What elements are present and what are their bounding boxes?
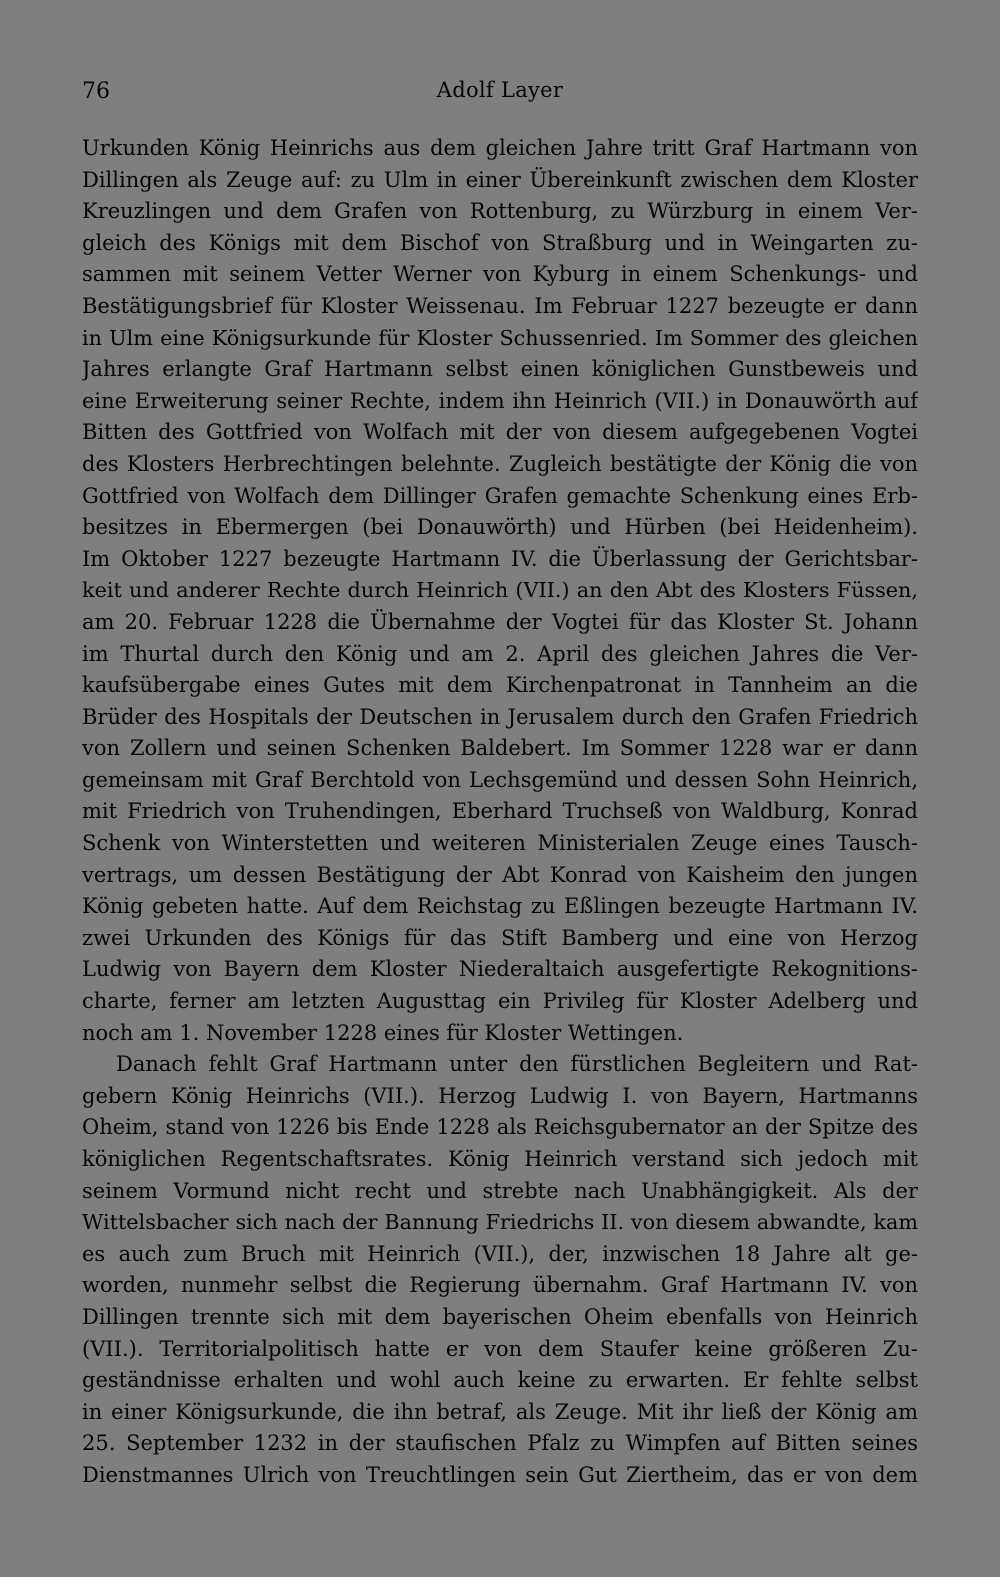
text-line: Schenk von Winterstetten und weiteren Ministerialen Zeuge eines Tausch- — [82, 831, 918, 856]
text-line: am 20. Februar 1228 die Übernahme der Vogtei für das Kloster St. Johann — [82, 609, 918, 634]
text-line: (VII.). Territorialpolitisch hatte er von dem Staufer keine größeren Zu- — [82, 1336, 918, 1361]
text-line: Oheim, stand von 1226 bis Ende 1228 als Reichsgubernator an der Spitze des — [82, 1115, 918, 1140]
text-line: Ludwig von Bayern dem Kloster Niederaltaich ausgefertigte Rekognitions- — [82, 957, 918, 982]
text-line: König gebeten hatte. Auf dem Reichstag zu Eßlingen bezeugte Hartmann IV. — [82, 894, 918, 919]
text-line: Bestätigungsbrief für Kloster Weissenau. Im Februar 1227 bezeugte er dann — [82, 293, 918, 318]
text-line: gleich des Königs mit dem Bischof von Straßburg und in Weingarten zu- — [82, 230, 918, 255]
text-line: kaufsübergabe eines Gutes mit dem Kirchenpatronat in Tannheim an die — [82, 673, 918, 698]
text-line: 25. September 1232 in der staufischen Pfalz zu Wimpfen auf Bitten seines — [82, 1431, 918, 1456]
text-line: charte, ferner am letzten Augusttag ein Privileg für Kloster Adelberg und — [82, 989, 918, 1014]
paragraph-2 — [82, 1049, 918, 1491]
text-line: im Thurtal durch den König und am 2. April des gleichen Jahres die Ver- — [82, 641, 918, 666]
text-line: eine Erweiterung seiner Rechte, indem ihn Heinrich (VII.) in Donauwörth auf — [82, 388, 918, 413]
running-head: Adolf Layer — [436, 78, 564, 102]
text-line: Dienstmannes Ulrich von Treuchtlingen sein Gut Ziertheim, das er von dem — [82, 1462, 918, 1487]
text-line: Danach fehlt Graf Hartmann unter den fürstlichen Begleitern und Rat- — [116, 1052, 918, 1077]
text-line: Jahres erlangte Graf Hartmann selbst einen königlichen Gunstbeweis und — [82, 357, 918, 382]
text-line: in Ulm eine Königsurkunde für Kloster Schussenried. Im Sommer des gleichen — [82, 325, 918, 350]
text-line: sammen mit seinem Vetter Werner von Kyburg in einem Schenkungs- und — [82, 262, 918, 287]
text-line: von Zollern und seinen Schenken Baldebert. Im Sommer 1228 war er dann — [82, 736, 918, 761]
text-line: vertrags, um dessen Bestätigung der Abt Konrad von Kaisheim den jungen — [82, 862, 918, 887]
text-line: seinem Vormund nicht recht und strebte nach Unabhängigkeit. Als der — [82, 1178, 918, 1203]
text-line: Brüder des Hospitals der Deutschen in Jerusalem durch den Grafen Friedrich — [82, 704, 918, 729]
text-line: mit Friedrich von Truhendingen, Eberhard Truchseß von Waldburg, Konrad — [82, 799, 918, 824]
text-line: Dillingen als Zeuge auf: zu Ulm in einer Übereinkunft zwischen dem Kloster — [82, 167, 918, 192]
text-line: Bitten des Gottfried von Wolfach mit der von diesem aufgegebenen Vogtei — [82, 420, 918, 445]
text-line: in einer Königsurkunde, die ihn betraf, als Zeuge. Mit ihr ließ der König am — [82, 1399, 918, 1424]
text-line: keit und anderer Rechte durch Heinrich (VII.) an den Abt des Klosters Füssen, — [82, 578, 918, 603]
text-line: Wittelsbacher sich nach der Bannung Friedrichs II. von diesem abwandte, kam — [82, 1210, 918, 1235]
text-line: besitzes in Ebermergen (bei Donauwörth) und Hürben (bei Heidenheim). — [82, 515, 918, 540]
text-line: noch am 1. November 1228 eines für Kloster Wettingen. — [82, 1020, 684, 1045]
text-line: des Klosters Herbrechtingen belehnte. Zugleich bestätigte der König die von — [82, 451, 918, 476]
text-line: gemeinsam mit Graf Berchtold von Lechsgemünd und dessen Sohn Heinrich, — [82, 767, 918, 792]
page-number: 76 — [82, 79, 110, 104]
text-line: Kreuzlingen und dem Grafen von Rottenburg, zu Würzburg in einem Ver- — [82, 199, 918, 224]
text-line: es auch zum Bruch mit Heinrich (VII.), der, inzwischen 18 Jahre alt ge- — [82, 1241, 918, 1266]
text-line: Im Oktober 1227 bezeugte Hartmann IV. die Überlassung der Gerichtsbar- — [82, 546, 918, 571]
text-line: Gottfried von Wolfach dem Dillinger Grafen gemachte Schenkung eines Erb- — [82, 483, 918, 508]
text-line: worden, nunmehr selbst die Regierung übernahm. Graf Hartmann IV. von — [82, 1273, 918, 1298]
body-text — [82, 133, 918, 1492]
text-line: Urkunden König Heinrichs aus dem gleichen Jahre tritt Graf Hartmann von — [82, 136, 918, 160]
text-line: gebern König Heinrichs (VII.). Herzog Ludwig I. von Bayern, Hartmanns — [82, 1083, 918, 1108]
text-line: geständnisse erhalten und wohl auch keine zu erwarten. Er fehlte selbst — [82, 1368, 918, 1393]
paragraph-1 — [82, 133, 918, 1049]
text-line: Dillingen trennte sich mit dem bayerischen Oheim ebenfalls von Heinrich — [82, 1304, 918, 1329]
text-line: königlichen Regentschaftsrates. König Heinrich verstand sich jedoch mit — [82, 1147, 918, 1171]
text-line: zwei Urkunden des Königs für das Stift Bamberg und eine von Herzog — [82, 925, 918, 950]
